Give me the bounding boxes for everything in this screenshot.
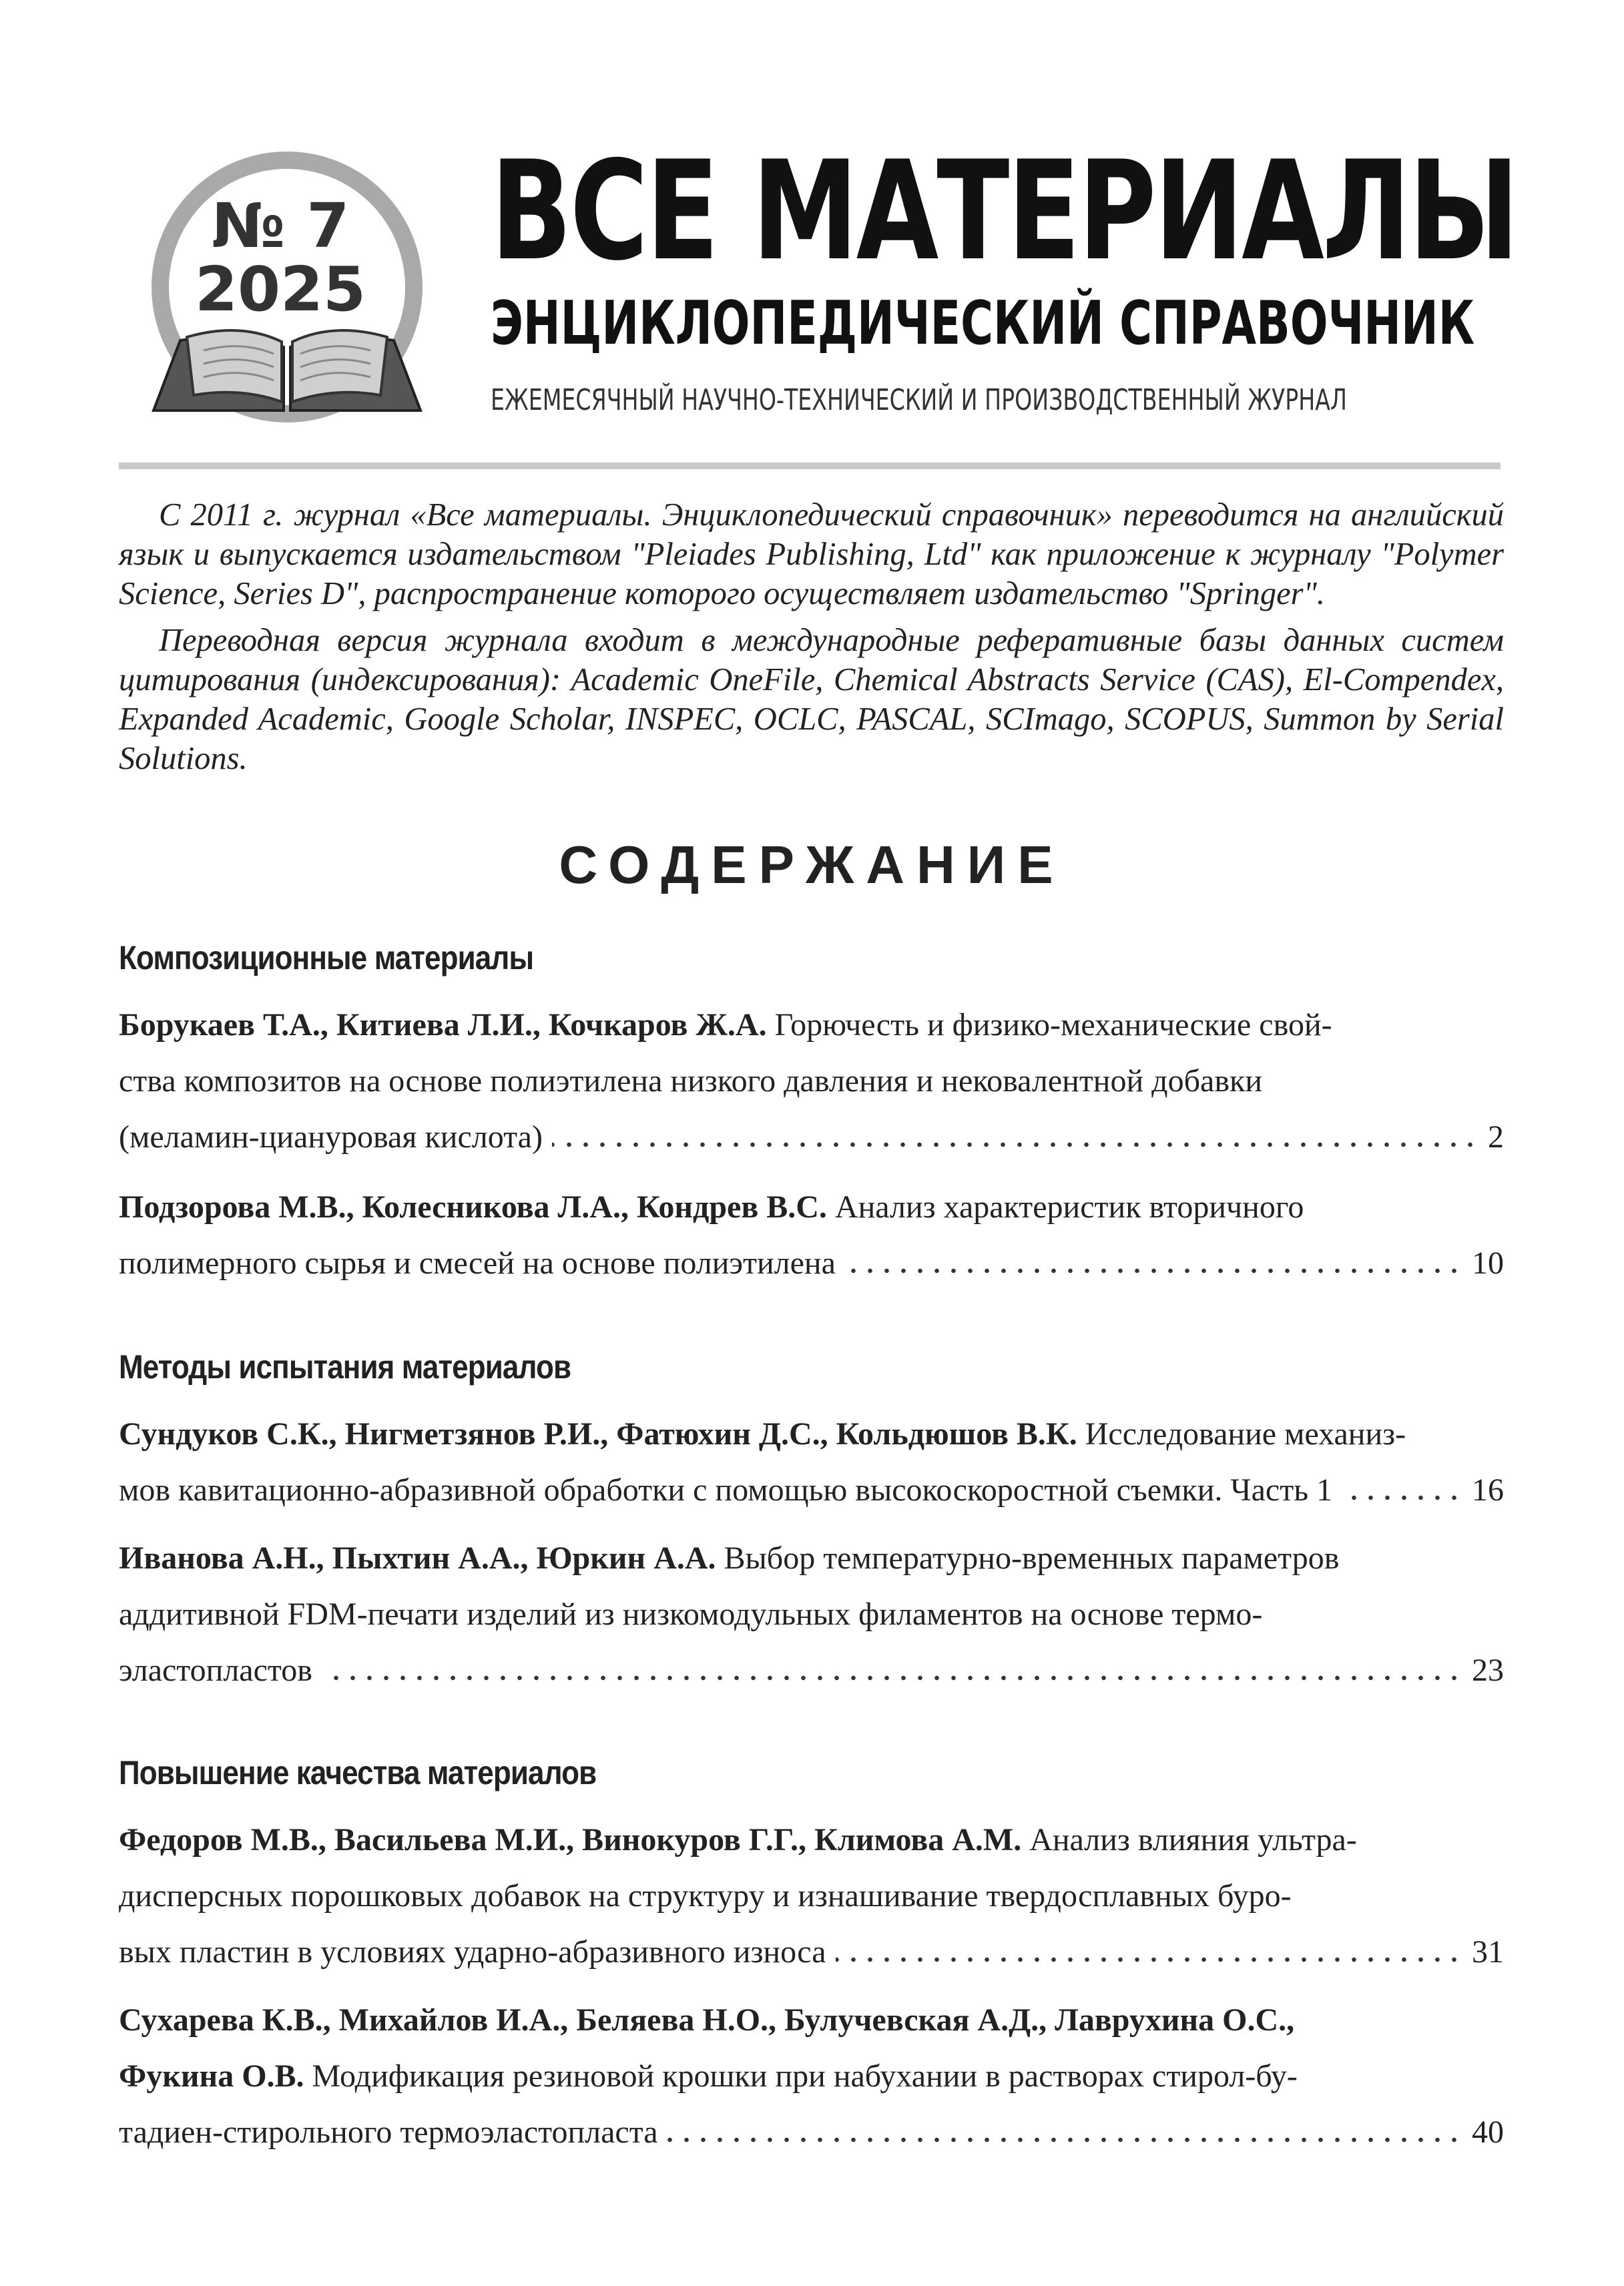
toc-entry-3-line-1 (119, 1418, 1406, 1450)
dot-leader (1342, 1494, 1462, 1501)
issue-number: № 7 (211, 190, 350, 262)
dot-leader (845, 1267, 1462, 1274)
toc-page-number: 23 (1472, 1653, 1504, 1688)
toc-entry-title: вых пластин в условиях ударно-абразивного износа (119, 1934, 826, 1970)
dot-leader (322, 1675, 1462, 1681)
toc-entry-4-line-1 (119, 1542, 1339, 1575)
toc-entry-authors: Сухарева К.В., Михайлов И.А., Беляева Н.О., Булучевская А.Д., Лаврухина О.С., (119, 2002, 1295, 2038)
toc-entry-title: мов кавитационно-абразивной обработки с помощью высокоскоростной съемки. Часть 1 (119, 1472, 1333, 1508)
toc-entry-1-line-1 (119, 1009, 1332, 1041)
toc-entry-6-line-1 (119, 2004, 1294, 2036)
toc-page-number: 2 (1488, 1119, 1504, 1155)
toc-entry-4-line-2: аддитивной FDM-печати изделий из низкомодульных филаментов на основе термо- (119, 1597, 1263, 1632)
issue-emblem (140, 147, 434, 441)
toc-entry-2-line-2[interactable] (119, 1247, 1504, 1285)
journal-tagline: ЕЖЕМЕСЯЧНЫЙ НАУЧНО-ТЕХНИЧЕСКИЙ И ПРОИЗВОДСТВЕННЫЙ ЖУРНАЛ (491, 383, 1347, 417)
journal-title: ВСЕ МАТЕРИАЛЫ (491, 132, 1517, 291)
open-book-icon (154, 330, 421, 410)
toc-entry-1-line-3[interactable] (119, 1121, 1504, 1159)
toc-entry-authors: Иванова А.Н., Пыхтин А.А., Юркин А.А. (119, 1540, 716, 1576)
toc-entry-authors: Федоров М.В., Васильева М.И., Винокуров Г.Г., Климова А.М. (119, 1822, 1022, 1858)
toc-entry-title: тадиен-стирольного термоэластопласта (119, 2114, 658, 2150)
toc-page-number: 40 (1472, 2114, 1504, 2150)
toc-entry-title: (меламин-циануровая кислота) (119, 1119, 543, 1155)
toc-entry-4-line-3[interactable] (119, 1655, 1504, 1692)
section-heading-quality: Повышение качества материалов (119, 1754, 597, 1791)
toc-entry-6-line-3[interactable] (119, 2116, 1504, 2154)
toc-page-number: 16 (1472, 1472, 1504, 1508)
dot-leader (667, 2136, 1462, 2143)
section-heading-testing-methods: Методы испытания материалов (119, 1348, 571, 1386)
toc-entry-authors: Фукина О.В. (119, 2058, 304, 2094)
toc-entry-authors: Сундуков С.К., Нигметзянов Р.И., Фатюхин Д.С., Кольдюшов В.К. (119, 1416, 1077, 1452)
toc-entry-title: эластопластов (119, 1653, 312, 1688)
toc-entry-title: Выбор температурно-временных параметров (724, 1540, 1340, 1576)
toc-entry-1-line-2: ства композитов на основе полиэтилена низкого давления и нековалентной добавки (119, 1063, 1262, 1099)
toc-entry-5-line-3[interactable] (119, 1936, 1504, 1974)
toc-entry-5-line-1 (119, 1824, 1357, 1856)
toc-entry-3-line-2[interactable] (119, 1474, 1504, 1512)
toc-entry-title: Анализ характеристик вторичного (834, 1189, 1304, 1225)
toc-entry-title: Исследование механиз- (1085, 1416, 1406, 1452)
toc-entry-2-line-1 (119, 1191, 1304, 1223)
toc-entry-authors: Подзорова М.В., Колесникова Л.А., Кондрев В.С. (119, 1189, 827, 1225)
toc-entry-authors: Борукаев Т.А., Китиева Л.И., Кочкаров Ж.А. (119, 1007, 767, 1043)
dot-leader (836, 1956, 1462, 1963)
issue-year: 2025 (194, 254, 366, 325)
toc-entry-title: Модификация резиновой крошки при набухании в растворах стирол-бу- (312, 2058, 1298, 2094)
toc-entry-5-line-2: дисперсных порошковых добавок на структуру и изнашивание твердосплавных буро- (119, 1878, 1292, 1914)
journal-subtitle: ЭНЦИКЛОПЕДИЧЕСКИЙ СПРАВОЧНИК (491, 288, 1475, 358)
intro-paragraph-translation: С 2011 г. журнал «Все материалы. Энциклопедический справочник» переводится на английский язык и выпускается издательством "Pleiades Publishing, Ltd" как приложение к журналу "Polymer Science, Series D", распространение которого осуществляет издательство "Springer". (119, 497, 1505, 611)
toc-entry-6-line-2 (119, 2060, 1298, 2092)
masthead-divider (119, 463, 1501, 469)
contents-heading: СОДЕРЖАНИЕ (559, 835, 1065, 894)
toc-entry-title: полимерного сырья и смесей на основе полиэтилена (119, 1245, 836, 1281)
toc-entry-title: Анализ влияния ультра- (1029, 1822, 1357, 1858)
toc-page-number: 31 (1472, 1934, 1504, 1970)
toc-entry-title: Горючесть и физико-механические свой- (774, 1007, 1332, 1043)
toc-page-number: 10 (1472, 1245, 1504, 1281)
intro-paragraph-indexing: Переводная версия журнала входит в международные реферативные базы данных систем цитирования (индексирования): Academic OneFile, Chemical Abstracts Service (CAS), El-Compendex, Expanded Academic, Google Scholar, INSPEC, OCLC, PASCAL, SCImago, SCOPUS, Summon by Serial Solutions. (119, 623, 1504, 776)
dot-leader (552, 1141, 1478, 1148)
section-heading-composites: Композиционные материалы (119, 939, 534, 976)
